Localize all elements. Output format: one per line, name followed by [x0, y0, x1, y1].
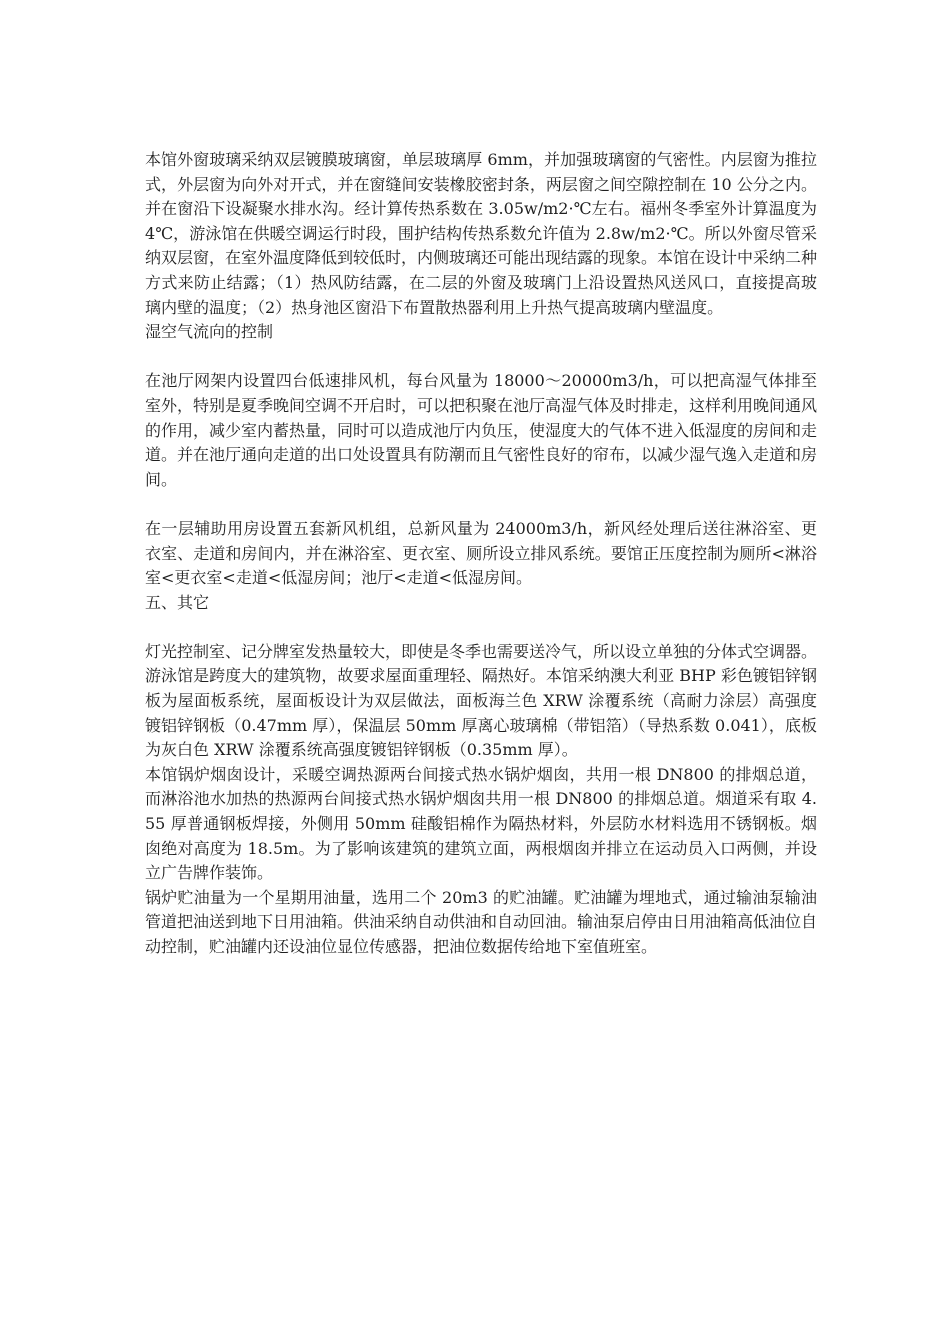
paragraph-roof-system: 游泳馆是跨度大的建筑物，故要求屋面重理轻、隔热好。本馆采纳澳大利亚 BHP 彩色镀铝锌钢板为屋面板系统，屋面板设计为双层做法，面板海兰色 XRW 涂覆系统（高耐力涂层）高强度镀铝锌钢板（0.47mm 厚），保温层 50mm 厚离心玻璃棉（带铝箔）（导热系数 0.041），底板为灰白色 XRW 涂覆系统高强度镀铝锌钢板（0.35mm 厚）。	[145, 666, 817, 760]
document-body	[145, 148, 817, 960]
paragraph-oil-storage: 锅炉贮油量为一个星期用油量，选用二个 20m3 的贮油罐。贮油罐为埋地式，通过输油泵输油管道把油送到地下日用油箱。供油采纳自动供油和自动回油。输油泵启停由日用油箱高低油位自动控制，贮油罐内还设油位显位传感器，把油位数据传给地下室值班室。	[145, 887, 818, 956]
paragraph-window-glass: 本馆外窗玻璃采纳双层镀膜玻璃窗，单层玻璃厚 6mm，并加强玻璃窗的气密性。内层窗为推拉式，外层窗为向外对开式，并在窗缝间安装橡胶密封条，两层窗之间空隙控制在 10 公分之内。并在窗沿下设凝聚水排水沟。经计算传热系数在 3.05w/m2·℃左右。福州冬季室外计算温度为 4℃，游泳馆在供暖空调运行时段，围护结构传热系数允许值为 2.8w/m2·℃。所以外窗尽管采纳双层窗，在室外温度降低到较低时，内侧玻璃还可能出现结露的现象。本馆在设计中采纳二种方式来防止结露；（1）热风防结露，在二层的外窗及玻璃门上沿设置热风送风口，直接提高玻璃内壁的温度；（2）热身池区窗沿下布置散热器利用上升热气提高玻璃内壁温度。	[145, 150, 818, 317]
paragraph-boiler-chimney: 本馆锅炉烟囱设计，采暖空调热源两台间接式热水锅炉烟囱，共用一根 DN800 的排烟总道，而淋浴池水加热的热源两台间接式热水锅炉烟囱共用一根 DN800 的排烟总道。烟道采有取 4.55 厚普通钢板焊接，外侧用 50mm 硅酸铝棉作为隔热材料，外层防水材料选用不锈钢板。烟囱绝对高度为 18.5m。为了影响该建筑的建筑立面，两根烟囱并排立在运动员入口两侧，并设立广告牌作装饰。	[145, 764, 817, 883]
paragraph-exhaust-fans: 在池厅网架内设置四台低速排风机，每台风量为 18000～20000m3/h，可以把高湿气体排至室外，特别是夏季晚间空调不开启时，可以把积聚在池厅高湿气体及时排走，这样利用晚间通风的作用，减少室内蓄热量，同时可以造成池厅内负压，使湿度大的气体不进入低湿度的房间和走道。并在池厅通向走道的出口处设置具有防潮而且气密性良好的帘布，以减少湿气逸入走道和房间。	[145, 371, 818, 489]
heading-section-five-others: 五、其它	[145, 592, 210, 612]
paragraph-fresh-air-units: 在一层辅助用房设置五套新风机组，总新风量为 24000m3/h，新风经处理后送往淋浴室、更衣室、走道和房间内，并在淋浴室、更衣室、厕所设立排风系统。要馆正压度控制为厕所<淋浴室<更衣室<走道<低湿房间；池厅<走道<低湿房间。	[145, 518, 817, 588]
paragraph-lighting-control-room: 灯光控制室、记分牌室发热量较大，即使是冬季也需要送冷气，所以设立单独的分体式空调器。	[145, 641, 818, 661]
heading-humid-air-flow: 湿空气流向的控制	[145, 322, 274, 342]
